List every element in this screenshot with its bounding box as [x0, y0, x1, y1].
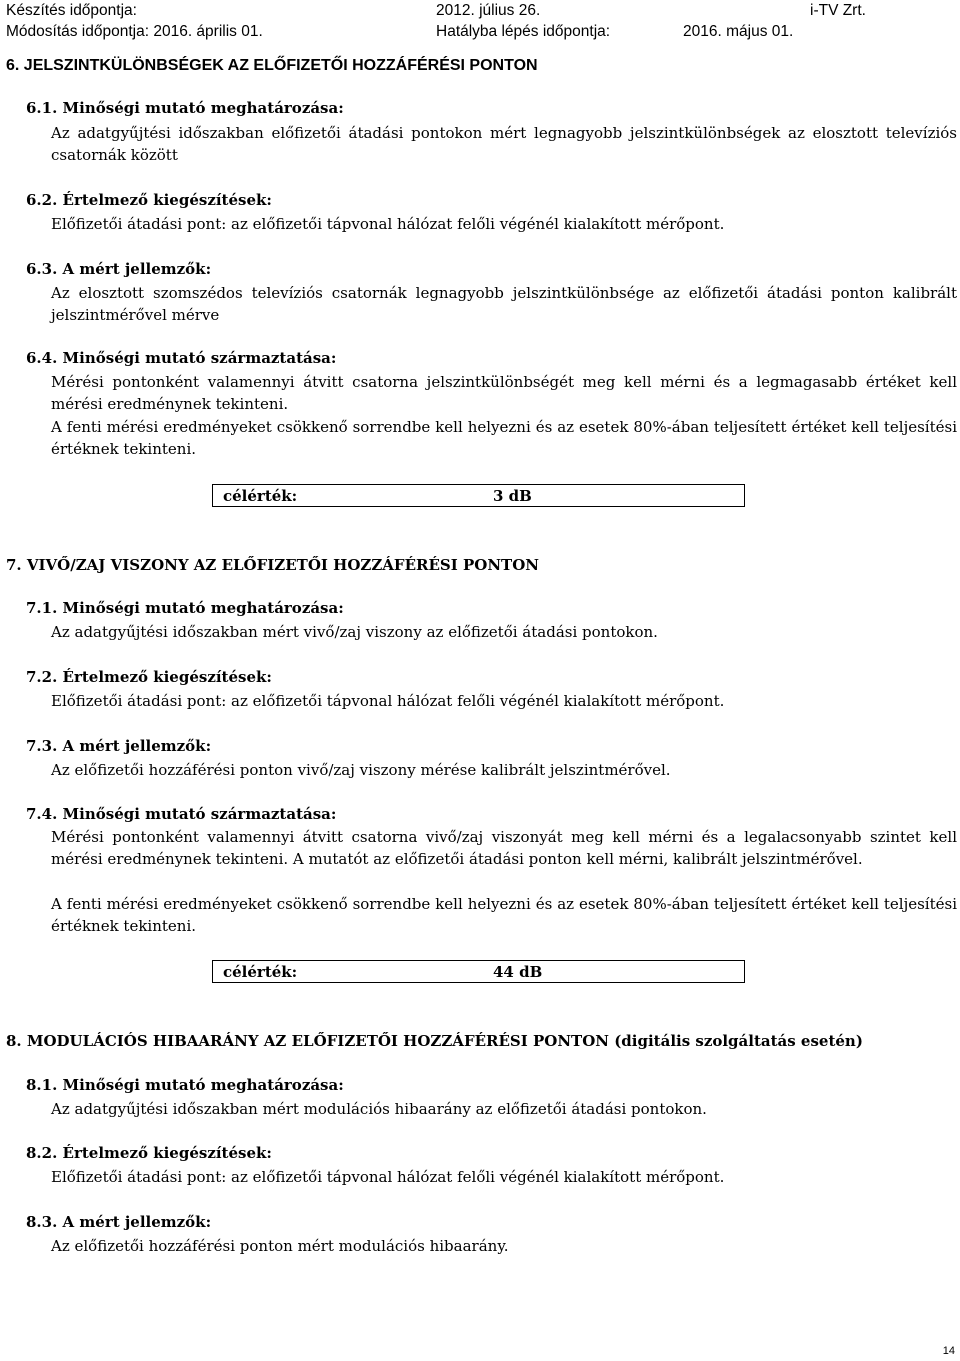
section-8-2-text: Előfizetői átadási pont: az előfizetői tápvonal hálózat felőli végénél kialakított mérőpont. [51, 1168, 725, 1186]
section-6-3-heading: 6.3. A mért jellemzők: [26, 260, 212, 278]
section-7-4-text-1: Mérési pontonként valamennyi átvitt csatorna vivő/zaj viszonyát meg kell mérni és a legalacsonyabb szintet kell mérési eredménynek tekinteni. A mutatót az előfizetői átadási ponton kell mérni, kalibrált jelszintmérővel. [51, 828, 957, 868]
section-8-3-text: Az előfizetői hozzáférési ponton mért modulációs hibaarány. [51, 1237, 509, 1255]
created-label: Készítés időpontja: [6, 2, 137, 19]
section-6-target-box [212, 484, 745, 507]
company-name: i-TV Zrt. [810, 2, 866, 19]
modified-label: Módosítás időpontja: 2016. április 01. [6, 23, 263, 40]
section-6-4-text-2: A fenti mérési eredményeket csökkenő sorrendbe kell helyezni és az esetek 80%-ában teljesített értéket kell teljesítési értéknek tekinteni. [51, 418, 957, 458]
target-label: célérték: [223, 963, 298, 981]
section-6-1-heading: 6.1. Minőségi mutató meghatározása: [26, 99, 344, 117]
section-6-4-text-1: Mérési pontonként valamennyi átvitt csatorna jelszintkülönbségét meg kell mérni és a legmagasabb értéket kell mérési eredménynek tekinteni. [51, 373, 957, 413]
section-6-1-text: Az adatgyűjtési időszakban előfizetői átadási pontokon mért legnagyobb jelszintkülönbségek az elosztott televíziós csatornák között [51, 124, 957, 164]
section-7-target-box [212, 960, 745, 983]
section-8-title: 8. MODULÁCIÓS HIBAARÁNY AZ ELŐFIZETŐI HOZZÁFÉRÉSI PONTON (digitális szolgáltatás esetén) [6, 1032, 863, 1050]
effective-date: 2016. május 01. [683, 23, 794, 40]
section-7-3-text: Az előfizetői hozzáférési ponton vivő/zaj viszony mérése kalibrált jelszintmérővel. [51, 761, 671, 779]
target-value: 44 dB [493, 963, 543, 981]
section-7-2-heading: 7.2. Értelmező kiegészítések: [26, 668, 272, 686]
created-date: 2012. július 26. [436, 2, 541, 19]
section-7-2-text: Előfizetői átadási pont: az előfizetői tápvonal hálózat felőli végénél kialakított mérőpont. [51, 692, 725, 710]
effective-label: Hatályba lépés időpontja: [436, 23, 611, 40]
target-value: 3 dB [493, 487, 532, 505]
page-number: 14 [942, 1345, 955, 1357]
section-7-4-heading: 7.4. Minőségi mutató származtatása: [26, 805, 337, 823]
section-8-1-heading: 8.1. Minőségi mutató meghatározása: [26, 1076, 344, 1094]
section-7-4-text-2: A fenti mérési eredményeket csökkenő sorrendbe kell helyezni és az esetek 80%-ában teljesített értéket kell teljesítési értéknek tekinteni. [51, 895, 957, 935]
section-7-3-heading: 7.3. A mért jellemzők: [26, 737, 212, 755]
section-7-1-text: Az adatgyűjtési időszakban mért vivő/zaj viszony az előfizetői átadási pontokon. [51, 623, 658, 641]
section-6-4-heading: 6.4. Minőségi mutató származtatása: [26, 349, 337, 367]
target-label: célérték: [223, 487, 298, 505]
section-6-3-text: Az elosztott szomszédos televíziós csatornák legnagyobb jelszintkülönbsége az előfizetői átadási ponton kalibrált jelszintmérővel mérve [51, 284, 957, 324]
section-8-1-text: Az adatgyűjtési időszakban mért modulációs hibaarány az előfizetői átadási pontokon. [51, 1100, 707, 1118]
section-7-title: 7. VIVŐ/ZAJ VISZONY AZ ELŐFIZETŐI HOZZÁFÉRÉSI PONTON [6, 556, 539, 574]
section-8-2-heading: 8.2. Értelmező kiegészítések: [26, 1144, 272, 1162]
section-6-2-text: Előfizetői átadási pont: az előfizetői tápvonal hálózat felőli végénél kialakított mérőpont. [51, 215, 725, 233]
page-header [0, 0, 960, 46]
section-7-1-heading: 7.1. Minőségi mutató meghatározása: [26, 599, 344, 617]
section-6-title: 6. JELSZINTKÜLÖNBSÉGEK AZ ELŐFIZETŐI HOZZÁFÉRÉSI PONTON [6, 57, 538, 74]
section-6-2-heading: 6.2. Értelmező kiegészítések: [26, 191, 272, 209]
section-8-3-heading: 8.3. A mért jellemzők: [26, 1213, 212, 1231]
